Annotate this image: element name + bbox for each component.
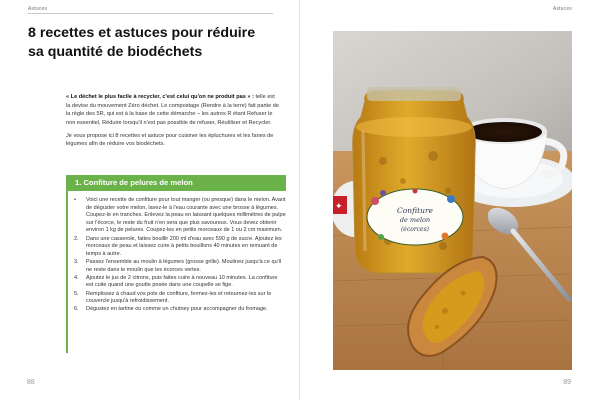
page-title-line-2: sa quantité de biodéchets [28,43,203,60]
intro-text [66,93,280,154]
recipe-step [74,275,286,290]
running-head-left: Astuces [28,6,48,12]
jar-label-line-3: (écorces) [400,226,430,233]
step-number: 3. [74,258,79,265]
photo-jam-jar [333,31,572,370]
jar-label-line-2: de melon [399,216,431,224]
recipe-step [74,259,286,274]
svg-text:✦: ✦ [335,202,343,212]
jar-label-line-1: Confiture [397,206,433,215]
step-number: 5. [74,290,79,297]
intro-paragraph-2: Je vous propose ici 8 recettes et astuce pour cuisiner les épluchures et les fanes de légumes afin de réduire vos biodéchets. [66,132,274,148]
page-number-right: 89 [563,379,571,386]
page-title [28,24,288,61]
recipe-step [74,197,286,235]
intro-quote: « Le déchet le plus facile à recycler, c'est celui qu'on ne produit pas » : [66,94,254,100]
photo-illustration [333,31,572,370]
step-text: Remplissez à chaud vos pots de confiture, fermez-les et retournez-les sur le couvercle jusqu'à refroidissement. [86,290,272,305]
step-text: Dégustez en tartine ou comme un chutney pour accompagner du fromage. [86,306,268,313]
intro-quote-rest: telle est la devise du mouvement Zéro déchet. Le compostage (Rendre à la terre) fait partie de la règle des 5R, qui est à la base de cette démarche – les autres R étant Refuser le non essentiel, Réduire lorsqu'il n'est pas possible de refuser, Réutiliser et Recycler. [66,94,279,126]
intro-paragraph-1 [66,93,280,127]
step-text: Voici une recette de confiture pour tout manger (ou presque) dans le melon. Avant de déguster votre melon, lavez-le à l'eau courante avec une brosse à légumes. Coupez-le en tranches. Enlevez la peau en laissant quelques millimètres de pulpe sur l'écorce, le reste du fruit n'en sera que plus savoureux. Vous devez obtenir environ 1 kg de pelures. Coupez-les en petits morceaux de 1 ou 2 cm maximum. [86,197,286,234]
step-text: Dans une casserole, faites bouillir 200 ml d'eau avec 590 g de sucre. Ajoutez les morceaux de peau et laissez cuire à petits bouillons 40 minutes en remuant de temps à autre. [86,235,282,257]
recipe-steps [74,197,286,314]
section-accent-line [66,191,68,353]
section-heading: 1. Confiture de pelures de melon [75,178,193,187]
recipe-step [74,306,286,314]
step-number: • [74,197,76,203]
running-head-right: Astuces [552,6,572,12]
page-number-left: 88 [27,379,35,386]
section-heading-bar [66,175,286,191]
step-number: 4. [74,274,79,281]
running-head-rule-left [28,13,273,14]
step-number: 6. [74,306,79,313]
step-number: 2. [74,235,79,242]
recipe-step [74,291,286,306]
recipe-step [74,236,286,259]
coffee [466,122,542,142]
step-text: Passez l'ensemble au moulin à légumes (grosse grille). Moulinez jusqu'à ce qu'il ne reste dans le moulin que les écorces vertes. [86,258,282,273]
page-title-line-1: 8 recettes et astuces pour réduire [28,25,256,41]
step-text: Ajoutez le jus de 2 citrons, puis faites cuire à nouveau 10 minutes. La confiture est cuite quand une goutte posée dans une coupelle se fige. [86,274,278,289]
